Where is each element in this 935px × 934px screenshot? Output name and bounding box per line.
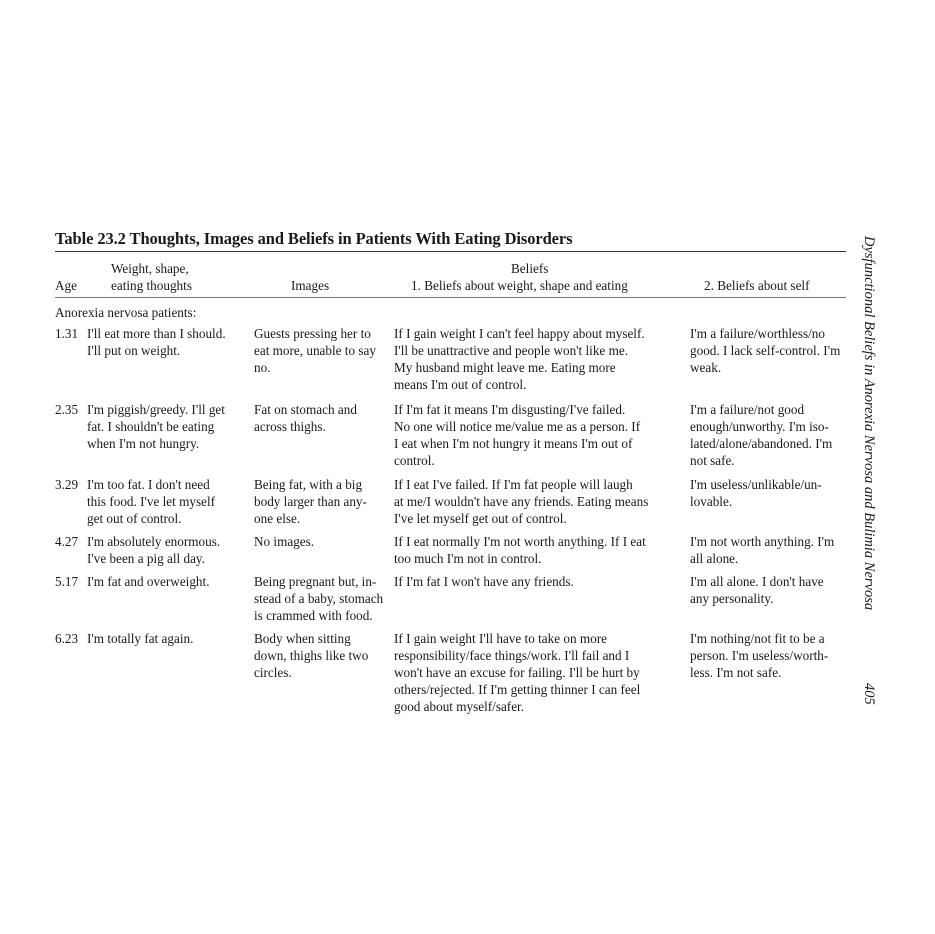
row-5-belief-weight: If I'm fat I won't have any friends. [394, 574, 574, 589]
row-5-belief-self: I'm all alone. I don't have any personality. [690, 574, 824, 606]
row-6-image: Body when sitting down, thighs like two circles. [254, 631, 369, 680]
row-5-thought: I'm fat and overweight. [87, 574, 210, 589]
header-age: Age [55, 278, 77, 293]
row-4-image: No images. [254, 534, 315, 549]
running-head-text: Dysfunctional Beliefs in Anorexia Nervosa and Bulimia Nervosa [861, 236, 877, 611]
row-2-age: 2.35 [55, 402, 79, 417]
row-4-age: 4.27 [55, 534, 79, 549]
page-number [862, 683, 882, 713]
row-3-image: Being fat, with a big body larger than any- one else. [254, 477, 367, 526]
row-4-belief-weight: If I eat normally I'm not worth anything. If I eat too much I'm not in control. [394, 534, 646, 566]
header-rule [55, 297, 846, 298]
row-6-belief-self: I'm nothing/not fit to be a person. I'm useless/worth- less. I'm not safe. [690, 631, 829, 680]
row-1-image: Guests pressing her to eat more, unable to say no. [254, 326, 376, 375]
row-5-age: 5.17 [55, 574, 79, 589]
row-4-thought: I'm absolutely enormous. I've been a pig all day. [87, 534, 221, 566]
header-beliefs: Beliefs [511, 261, 549, 276]
row-2-image: Fat on stomach and across thighs. [254, 402, 357, 434]
row-5-image: Being pregnant but, in- stead of a baby, stomach is crammed with food. [254, 574, 384, 623]
row-1-belief-weight: If I gain weight I can't feel happy about myself. I'll be unattractive and people won't like me. My husband might leave me. Eating more means I'm out of control. [394, 326, 645, 392]
row-3-age: 3.29 [55, 477, 79, 492]
row-3-belief-self: I'm useless/unlikable/un- lovable. [690, 477, 822, 509]
row-3-belief-weight: If I eat I've failed. If I'm fat people will laugh at me/I wouldn't have any friends. Eating means I've let myself get out of control. [394, 477, 649, 526]
row-1-belief-self: I'm a failure/worthless/no good. I lack self-control. I'm weak. [690, 326, 841, 375]
row-6-age: 6.23 [55, 631, 79, 646]
row-2-belief-weight: If I'm fat it means I'm disgusting/I've failed. No one will notice me/value me as a person. If I eat when I'm not hungry it means I'm out of control. [394, 402, 641, 468]
header-images: Images [291, 278, 330, 293]
row-2-belief-self: I'm a failure/not good enough/unworthy. I'm iso- lated/alone/abandoned. I'm not safe. [690, 402, 833, 468]
row-1-age: 1.31 [55, 326, 79, 341]
header-beliefs-self: 2. Beliefs about self [704, 278, 810, 293]
header-thoughts: Weight, shape, eating thoughts [111, 261, 192, 293]
row-2-thought: I'm piggish/greedy. I'll get fat. I shouldn't be eating when I'm not hungry. [87, 402, 225, 451]
row-6-belief-weight: If I gain weight I'll have to take on more responsibility/face things/work. I'll fail and I won't have an excuse for failing. I'll be hurt by others/rejected. If I'm getting thinner I can feel good about myself/safer. [394, 631, 641, 714]
row-4-belief-self: I'm not worth anything. I'm all alone. [690, 534, 835, 566]
header-beliefs-weight: 1. Beliefs about weight, shape and eating [411, 278, 628, 293]
page-number-text: 405 [861, 683, 877, 705]
table-top-rule [55, 251, 846, 252]
group-label: Anorexia nervosa patients: [55, 305, 197, 320]
row-1-thought: I'll eat more than I should. I'll put on weight. [87, 326, 226, 358]
running-head [862, 236, 882, 626]
row-3-thought: I'm too fat. I don't need this food. I've let myself get out of control. [87, 477, 215, 526]
table-title: Table 23.2 Thoughts, Images and Beliefs in Patients With Eating Disorders [55, 229, 573, 248]
row-6-thought: I'm totally fat again. [87, 631, 194, 646]
